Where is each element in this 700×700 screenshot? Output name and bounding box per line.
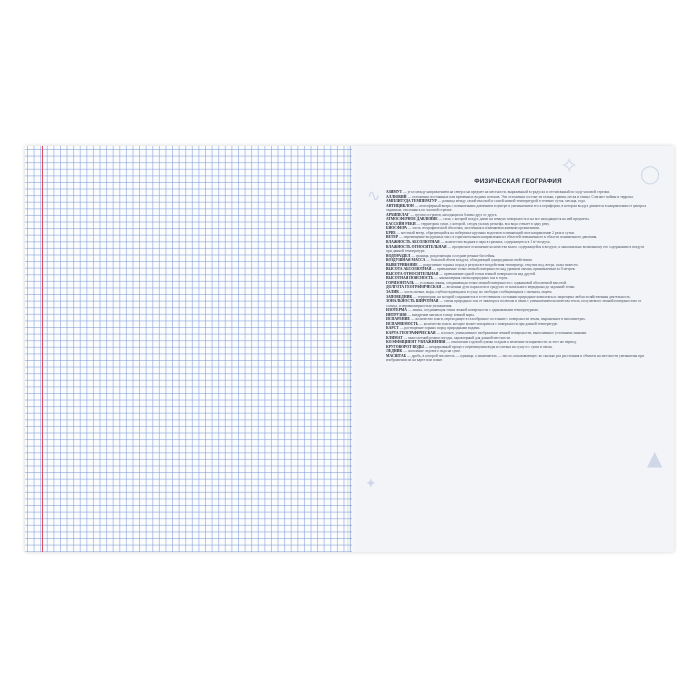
definition-text: — угол между направлением на север и на предмет на местности, выраженный в градусах и отсчитанный по ходу часовой стрелки.: [402, 190, 611, 194]
definition-text: — внедрение магмы в толщу земной коры.: [406, 312, 475, 317]
definition-text: — сила, с которой воздух давит на земную поверхность и на все находящиеся на ней предметы.: [437, 217, 590, 222]
definition-term: ВЫСОТА ОТНОСИТЕЛЬНАЯ: [386, 271, 439, 276]
star-decoration-icon: ✦: [365, 476, 377, 492]
definition-text: — условная линия, соединяющая точки земной поверхности с одинаковой абсолютной высотой.: [414, 280, 567, 285]
page-title: ФИЗИЧЕСКАЯ ГЕОГРАФИЯ: [474, 178, 562, 185]
compass-decoration-icon: ✧: [560, 154, 579, 179]
definition-term: ИНТРУЗИЯ: [386, 312, 407, 317]
definition-text: — непрерывный процесс перемещения воды из океана на сушу и с суши в океан.: [423, 344, 553, 349]
definition-text: — территория, на которой сохраняются в естественном состоянии природные комплексы и запрещена любая хозяйственная деятельность.: [412, 294, 631, 299]
definition-text: — плоское, уменьшенное изображение земной поверхности, выполненное условными знаками.: [435, 330, 588, 335]
definition-term: ВЛАЖНОСТЬ АБСОЛЮТНАЯ: [386, 240, 440, 245]
definition-text: — превышение точки земной поверхности над уровнем океана, принимаемым за 0 метров.: [431, 267, 576, 272]
definition-text: — величина дуги параллели в градусах от начального меридиана до заданной точки.: [441, 285, 576, 290]
definition-term: БАССЕЙН РЕКИ: [386, 221, 416, 226]
definition-term: ЗАЛИВ: [386, 290, 399, 295]
definition-term: АЗИМУТ: [386, 190, 403, 194]
definition-text: — часть географической оболочки, заселенная и изменяемая живыми организмами.: [406, 226, 540, 231]
definition-term: КЛИМАТ: [386, 335, 403, 340]
definition-term: ВОДОРАЗДЕЛ: [386, 253, 411, 258]
definition-entry: [386, 245, 650, 254]
definition-text: — отложения постоянных или временных водных потоков. Эти отложения состоят из гальки, гравия, песка и глины. Слагают поймы и террасы.: [406, 194, 634, 199]
definition-text: — атмосферный вихрь с повышенным давлением в центре и уменьшением его к периферии, в котором воздух движется в направлении от центра к окраинам, отклоняясь по часовой стрелке.: [386, 203, 647, 213]
definition-term: ЛЕДНИК: [386, 349, 403, 354]
definition-term: ДОЛГОТА ГЕОГРАФИЧЕСКАЯ: [386, 285, 442, 290]
definition-text: — количество водяного пара в граммах, содержащееся в 1 м³ воздуха.: [439, 240, 551, 245]
definition-text: — количество влаги, переходящее в газообразное состояние с поверхности земли, выраженное в миллиметрах.: [409, 317, 586, 322]
definition-term: АНТИЦИКЛОН: [386, 203, 414, 208]
definition-text: — смена природных зон от экватора к полюсам в связи с уменьшением количества тепла, получаемого земной поверхностью от солнца, и неравномерностью увлажнения.: [386, 299, 642, 308]
reference-page: [355, 146, 674, 552]
definition-term: ВОЗДУШНАЯ МАССА: [386, 258, 426, 263]
definition-term: ВЫСОТА АБСОЛЮТНАЯ: [386, 267, 432, 272]
definition-text: — многолетний режим погоды, характерный для данной местности.: [402, 335, 511, 340]
definition-text: — отношение годовой суммы осадков к величине испаряемости за этот же период.: [445, 340, 577, 345]
wave-decoration-icon: ∿: [367, 186, 381, 205]
definition-text: — дробь, в которой числитель — единица, а знаменатель — число, показывающее, во сколько раз расстояния и объекты на местности уменьшены при изображении их на карте или плане.: [386, 353, 644, 363]
definition-term: АМПЛИТУДА ТЕМПЕРАТУР: [386, 199, 437, 204]
definition-term: ВЫВЕТРИВАНИЕ: [386, 262, 418, 267]
definition-text: — количество влаги, которое может испариться с поверхности при данной температуре.: [418, 321, 558, 326]
definition-text: — группа островов, находящихся близко друг от друга.: [409, 212, 498, 217]
definition-term: ВЫСОТНАЯ ПОЯСНОСТЬ: [386, 276, 434, 281]
definition-term: ИСПАРЕНИЕ: [386, 317, 410, 322]
definition-text: — процентное отношение количества влаги, содержащейся в воздухе, к максимально возможному его содержанию в воздухе при данной температуре.: [386, 244, 645, 254]
definition-text: — линия, соединяющая точки земной поверхности с одинаковыми температурами.: [406, 308, 539, 313]
globe-decoration-icon: ◯: [640, 164, 661, 185]
definition-term: КАРТА ГЕОГРАФИЧЕСКАЯ: [386, 330, 436, 335]
definition-term: ЗАПОВЕДНИК: [386, 294, 413, 299]
definition-text: — разница между самой высокой и самой низкой температурой в течение суток, месяца, года.: [436, 199, 586, 204]
definition-entry: [386, 299, 650, 308]
notebook-spread: [25, 146, 674, 552]
definition-term: ЗОНАЛЬНОСТЬ ШИРОТНАЯ: [386, 299, 439, 304]
definition-text: — превышение одной точки земной поверхности над другой.: [438, 271, 536, 276]
definition-entry: [386, 354, 650, 363]
definition-term: ИСПАРЯЕМОСТЬ: [386, 321, 419, 326]
definition-term: АТМОСФЕРНОЕ ДАВЛЕНИЕ: [386, 217, 438, 222]
definition-term: КАРСТ: [386, 326, 399, 331]
grid-page: [25, 146, 352, 552]
definition-text: — разрушение горных пород в результате воздействия температур, текучих вод, ветра, силы тяжести.: [417, 262, 579, 267]
definition-term: БРИЗ: [386, 230, 396, 235]
margin-line: [42, 146, 43, 552]
definition-term: МАСШТАБ: [386, 353, 407, 358]
definition-text: — скопление ледового льда на суше.: [402, 349, 461, 354]
definition-term: БИОСФЕРА: [386, 226, 407, 231]
mountain-decoration-icon: ▲: [647, 446, 663, 470]
definition-term: ГОРИЗОНТАЛЬ: [386, 280, 415, 285]
definition-term: ВЕТЕР: [386, 235, 399, 240]
definition-text: — местный ветер, образующийся на побережье крупных водоемов и меняющий свое направление 2 раза в сутки.: [395, 230, 575, 235]
definition-text: — растворение горных пород природными водами.: [398, 326, 481, 331]
definitions-list: [386, 190, 650, 363]
definition-text: — часть океана, моря, глубоко вдающаяся в сушу, но свободно сообщающаяся с океаном, морем.: [398, 290, 553, 295]
definition-term: ИЗОТЕРМА: [386, 308, 407, 313]
definition-text: — закономерная смена природных зон в горах.: [433, 276, 509, 281]
definition-text: — большой объем воздуха, обладающий однородными свойствами.: [425, 258, 533, 263]
definition-text: — перемещение воздушных масс в горизонтальном направлении из областей повышенного в области пониженного давления.: [398, 235, 598, 240]
definition-term: ВЛАЖНОСТЬ ОТНОСИТЕЛЬНАЯ: [386, 244, 447, 249]
definition-term: АЛЛЮВИЙ: [386, 194, 407, 199]
definition-text: — территория суши, с которой, следуя уклону рельефа, вся вода стекает в одну реку.: [415, 221, 550, 226]
definitions-block: [386, 178, 650, 363]
definition-term: КРУГОВОРОТ ВОДЫ: [386, 344, 424, 349]
definition-term: КОЭФФИЦИЕНТ УВЛАЖНЕНИЯ: [386, 340, 446, 345]
definition-entry: [386, 204, 650, 213]
definition-term: АРХИПЕЛАГ: [386, 212, 410, 217]
definition-text: — граница, разделяющая соседние речные бассейны.: [410, 253, 496, 258]
